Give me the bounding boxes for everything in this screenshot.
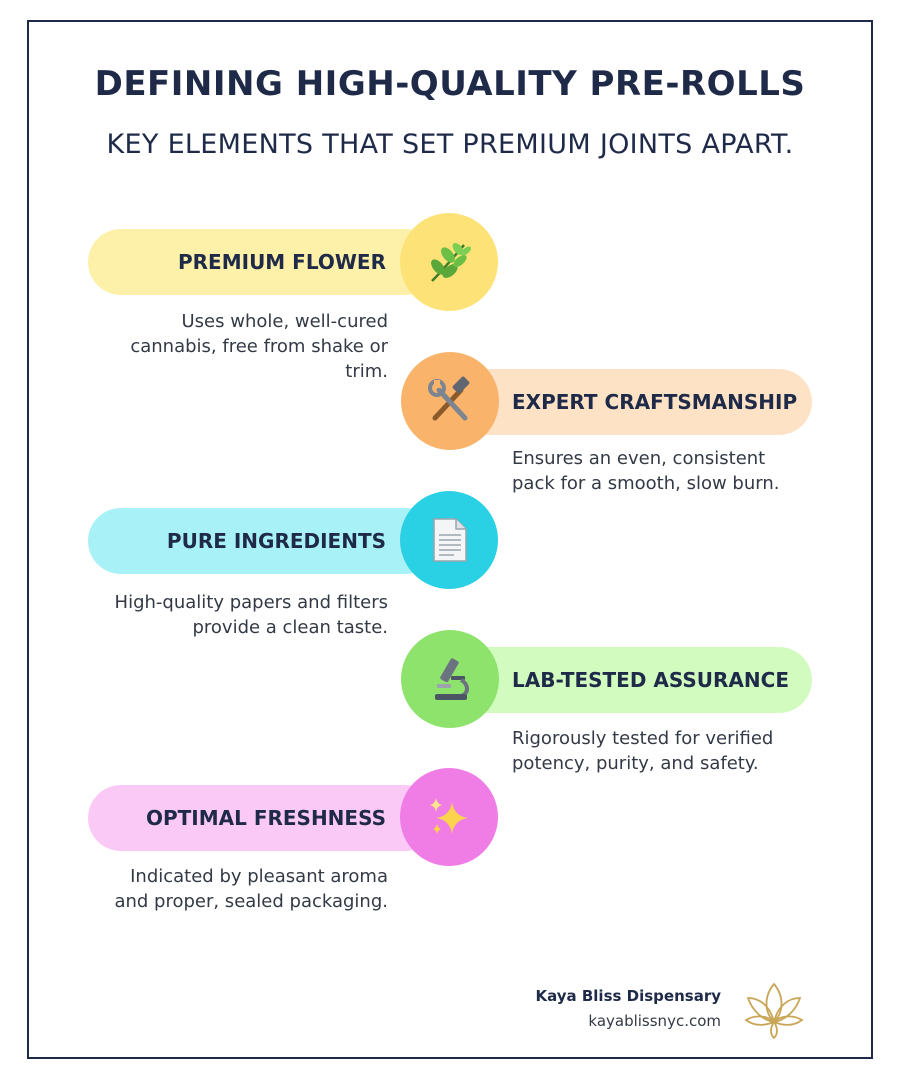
item-circle (400, 491, 498, 589)
sparkles-icon (424, 792, 474, 842)
item-pill-optimal-freshness (88, 785, 438, 851)
document-icon (424, 515, 474, 565)
item-circle (401, 352, 499, 450)
page-subtitle: KEY ELEMENTS THAT SET PREMIUM JOINTS APART. (106, 129, 794, 160)
item-label: PURE INGREDIENTS (166, 529, 386, 553)
item-description: Indicated by pleasant aroma and proper, sealed packaging. (114, 866, 388, 912)
item-label: EXPERT CRAFTSMANSHIP (512, 390, 798, 414)
item-circle (400, 768, 498, 866)
item-circle (401, 630, 499, 728)
item-pill-expert-craftsmanship (445, 369, 812, 435)
item-label: LAB-TESTED ASSURANCE (512, 668, 789, 692)
item-description: High-quality papers and filters provide a clean taste. (114, 592, 388, 638)
item-description: Rigorously tested for verified potency, purity, and safety. (512, 728, 774, 774)
page-title: DEFINING HIGH-QUALITY PRE-ROLLS (94, 64, 806, 104)
item-label: PREMIUM FLOWER (178, 250, 386, 274)
item-pill-premium-flower (88, 229, 438, 295)
item-pill-pure-ingredients (88, 508, 438, 574)
lotus-logo-icon (740, 976, 808, 1040)
item-description: Uses whole, well-cured cannabis, free from shake or trim. (130, 311, 388, 382)
brand-name: Kaya Bliss Dispensary (535, 987, 721, 1005)
herb-icon (424, 237, 474, 287)
item-pill-lab-tested-assurance (445, 647, 812, 713)
hammer-wrench-icon (425, 376, 475, 426)
brand-url[interactable]: kayablissnyc.com (588, 1012, 721, 1030)
microscope-icon (425, 654, 475, 704)
item-description: Ensures an even, consistent pack for a smooth, slow burn. (512, 448, 780, 494)
item-label: OPTIMAL FRESHNESS (145, 806, 386, 830)
item-circle (400, 213, 498, 311)
